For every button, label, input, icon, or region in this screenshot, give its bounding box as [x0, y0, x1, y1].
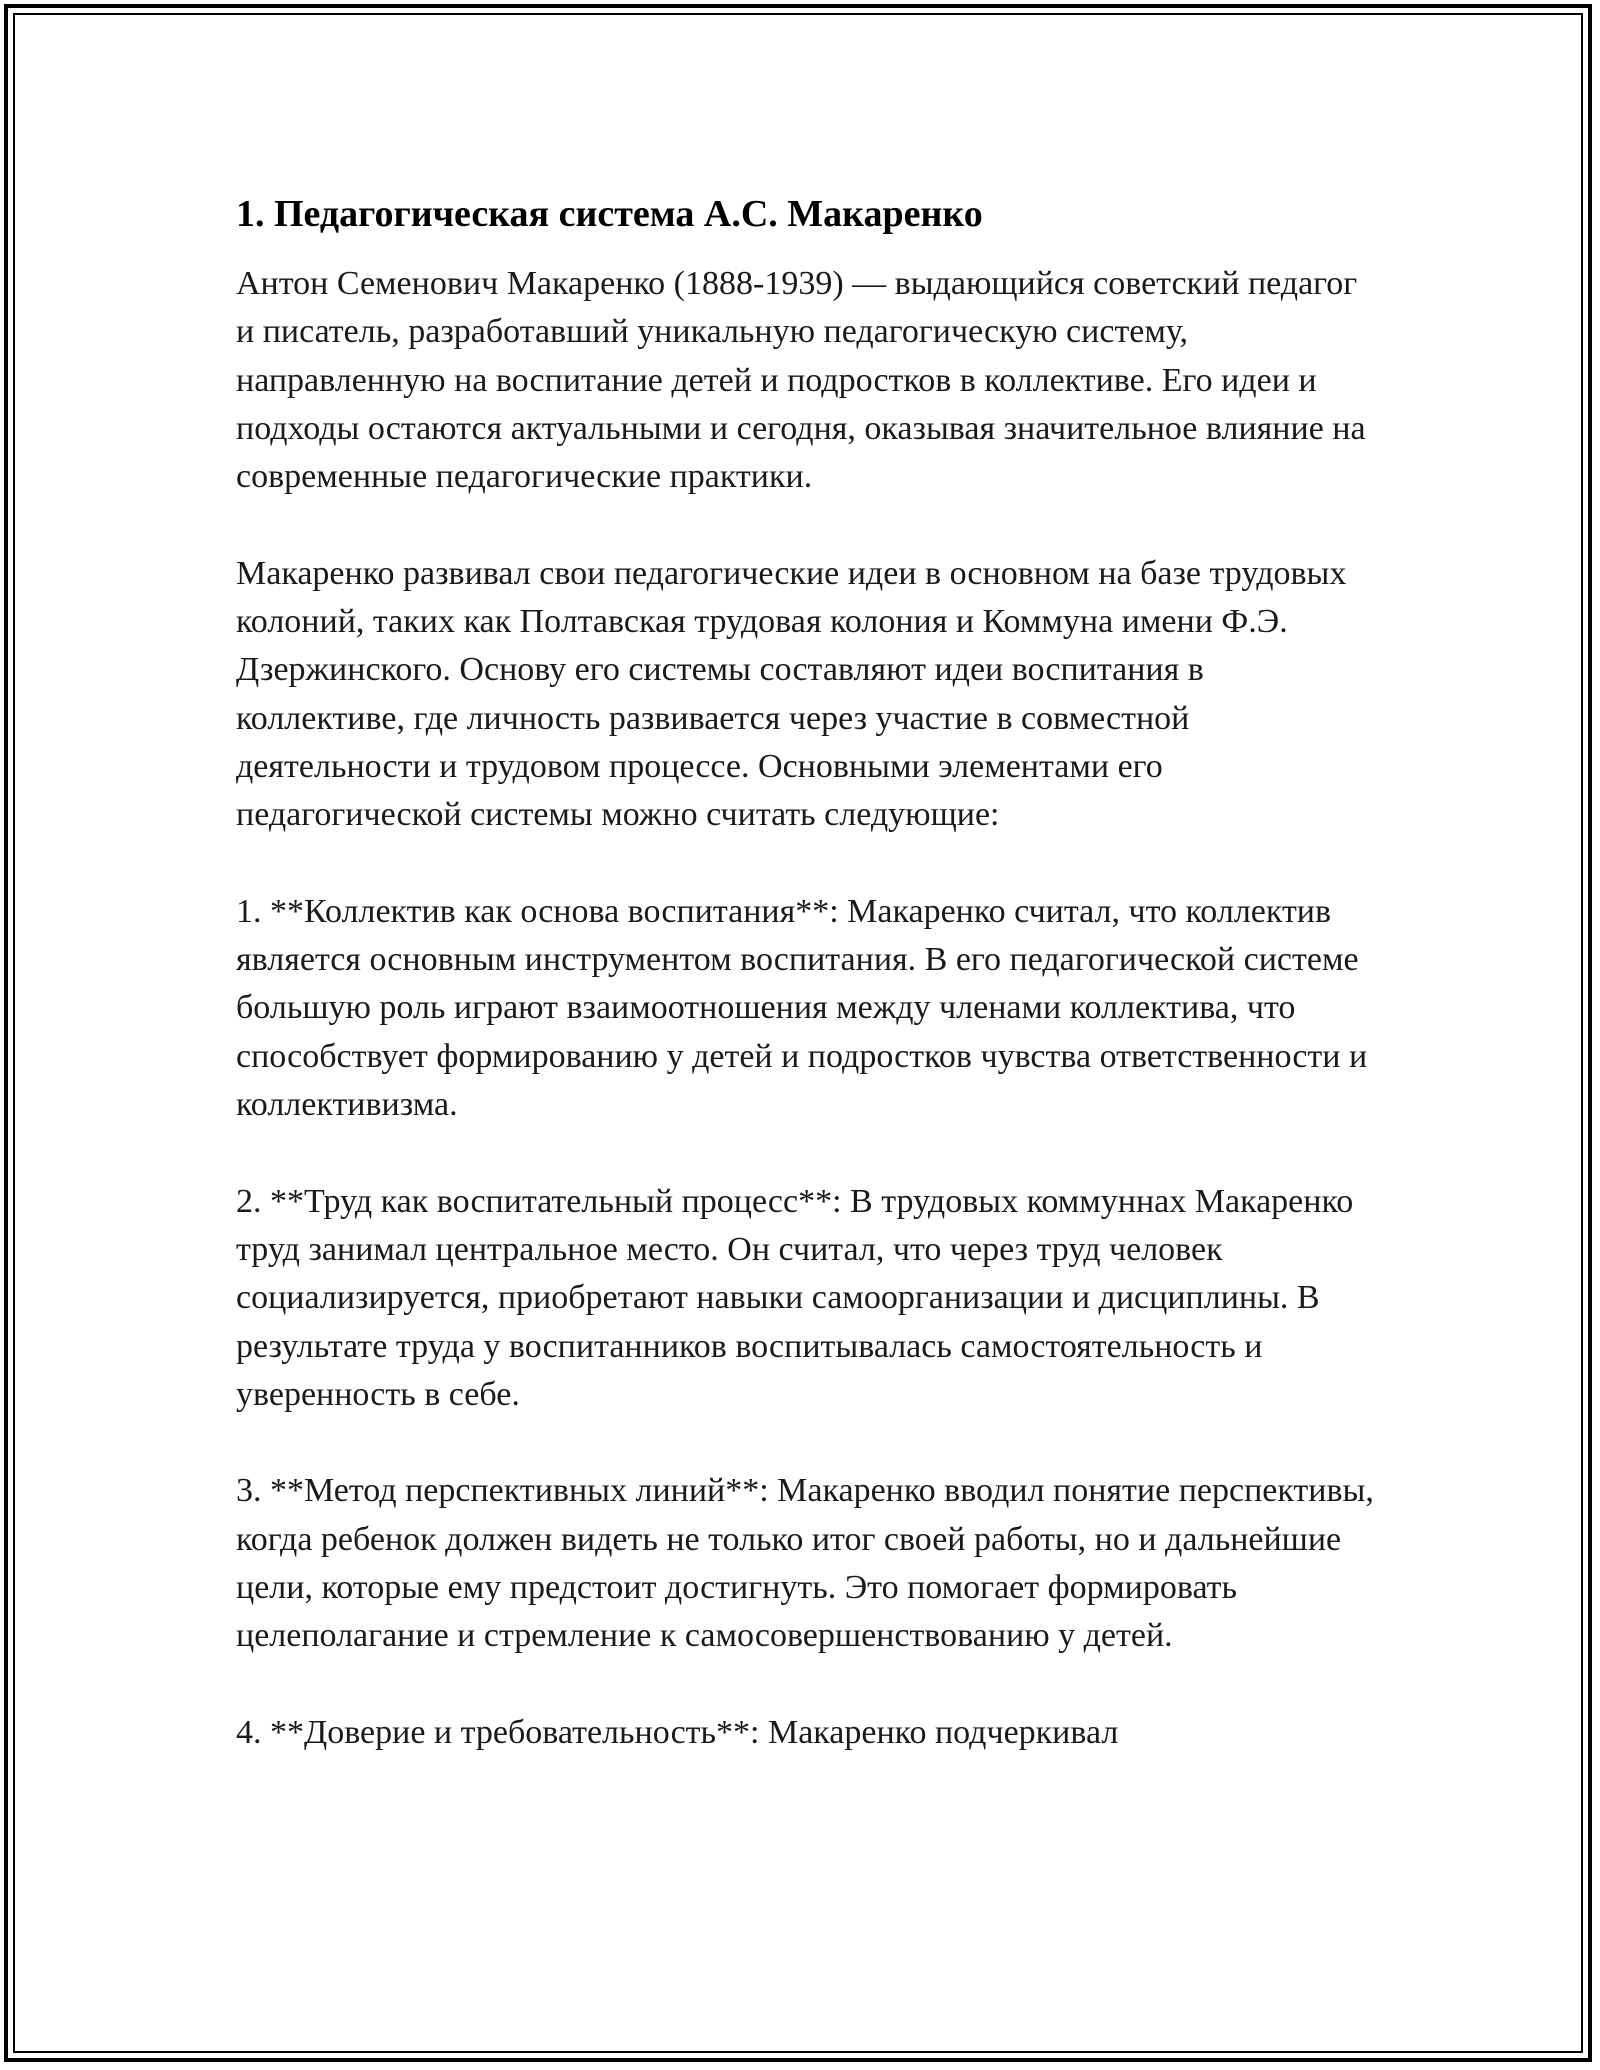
paragraph-spacer — [236, 1129, 1376, 1177]
paragraph-spacer — [236, 1661, 1376, 1709]
paragraph-spacer — [236, 840, 1376, 888]
section-heading: 1. Педагогическая система А.С. Макаренко — [236, 193, 983, 235]
list-item-perspective-lines: 3. **Метод перспективных линий**: Макаренко вводил понятие перспективы, когда ребенок должен видеть не только итог своей работы, но и дальнейшие цели, которые ему предстоит достигнуть. Это помогает формировать целеполагание и стремление к самосовершенствованию у детей. — [236, 1472, 1374, 1655]
paragraph-intro: Антон Семенович Макаренко (1888-1939) — выдающийся советский педагог и писатель, разработавший уникальную педагогическую систему, направленную на воспитание детей и подростков в коллективе. Его идеи и подходы остаются актуальными и сегодня, оказывая значительное влияние на современные педагогические практики. — [236, 265, 1366, 496]
heading-spacer — [236, 242, 1376, 260]
paragraph-spacer — [236, 501, 1376, 549]
document-body — [236, 186, 1376, 1757]
paragraph-spacer — [236, 1419, 1376, 1467]
list-item-labor: 2. **Труд как воспитательный процесс**: В трудовых коммуннах Макаренко труд занимал центральное место. Он считал, что через труд человек социализируется, приобретают навыки самоорганизации и дисциплины. В результате труда у воспитанников воспитывалась самостоятельность и уверенность в себе. — [236, 1182, 1354, 1413]
list-item-trust-demands: 4. **Доверие и требовательность**: Макаренко подчеркивал — [236, 1713, 1119, 1751]
paragraph-colonies: Макаренко развивал свои педагогические идеи в основном на базе трудовых колоний, таких как Полтавская трудовая колония и Коммуна имени Ф.Э. Дзержинского. Основу его системы составляют идеи воспитания в коллективе, где личность развивается через участие в совместной деятельности и трудовом процессе. Основными элементами его педагогической системы можно считать следующие: — [236, 554, 1347, 834]
list-item-collective: 1. **Коллектив как основа воспитания**: Макаренко считал, что коллектив является основным инструментом воспитания. В его педагогической системе большую роль играют взаимоотношения между членами коллектива, что способствует формированию у детей и подростков чувства ответственности и коллективизма. — [236, 892, 1368, 1124]
